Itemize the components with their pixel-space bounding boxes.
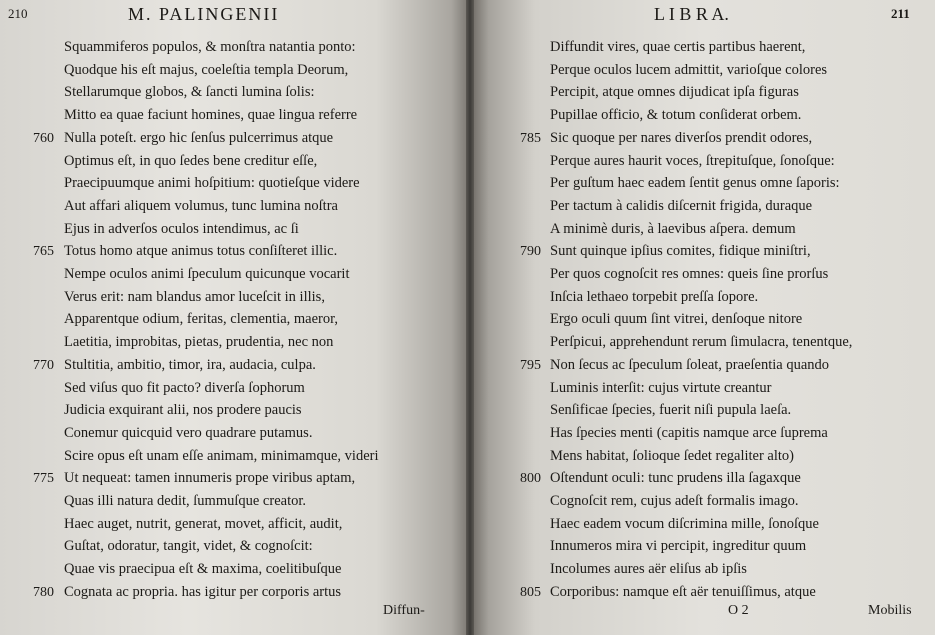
- text-line: Per quos cognoſcit res omnes: queis ſine prorſus: [550, 266, 829, 282]
- text-line: Sed viſus quo fit pacto? diverſa ſophorum: [64, 379, 305, 396]
- line-number: 805: [520, 584, 541, 600]
- text-line: Nempe oculos animi ſpeculum quicunque vocarit: [64, 266, 350, 282]
- text-line: Mitto ea quae faciunt homines, quae lingua referre: [64, 107, 358, 124]
- text-line: A minimè duris, à laevibus aſpera. demum: [550, 220, 796, 237]
- signature-mark: O 2: [728, 603, 749, 618]
- text-line: Sic quoque per nares diverſos prendit odores,: [550, 129, 813, 146]
- text-line: Ut nequeat: tamen innumeris prope viribus aptam,: [64, 470, 356, 487]
- line-number: 790: [520, 244, 541, 260]
- right-page-number: 211: [891, 6, 910, 21]
- text-line: Senſificae ſpecies, fuerit niſi pupula laeſa.: [550, 402, 792, 419]
- text-line: Luminis interſit: cujus virtute creantur: [550, 379, 772, 396]
- line-number: 785: [520, 130, 541, 146]
- line-number: 760: [33, 130, 54, 146]
- text-line: Per tactum à calidis diſcernit frigida, duraque: [550, 197, 813, 214]
- text-line: Scire opus eſt unam eſſe animam, minimamque, videri: [64, 447, 379, 464]
- left-catchword: Diffun-: [383, 603, 425, 618]
- text-line: Diffundit vires, quae certis partibus haerent,: [550, 39, 806, 55]
- line-number: 770: [33, 357, 54, 373]
- right-running-header: L I B R A.: [654, 4, 729, 24]
- text-line: Innumeros mira vi percipit, ingreditur quum: [550, 538, 807, 555]
- line-number: 765: [33, 244, 54, 260]
- text-line: Corporibus: namque eſt aër tenuiſſimus, atque: [550, 583, 816, 600]
- text-line: Ejus in adverſos oculos intendimus, ac ſi: [64, 220, 299, 237]
- text-line: Incolumes aures aër eliſus ab ipſis: [550, 561, 747, 578]
- text-line: Quae vis praecipua eſt & maxima, coelitibuſque: [64, 561, 342, 578]
- book-gutter: [466, 0, 474, 635]
- text-line: Aut affari aliquem volumus, tunc lumina noſtra: [64, 197, 338, 214]
- left-page-number: 210: [8, 6, 28, 21]
- text-line: Non ſecus ac ſpeculum ſoleat, praeſentia quando: [550, 356, 830, 373]
- line-number: 780: [33, 584, 54, 600]
- text-line: Apparentque odium, feritas, clementia, maeror,: [64, 311, 339, 328]
- text-line: Sunt quinque ipſius comites, fidique miniſtri,: [550, 243, 811, 260]
- text-line: Optimus eſt, in quo ſedes bene creditur eſſe,: [64, 152, 318, 169]
- text-line: Guſtat, odoratur, tangit, videt, & cognoſcit:: [64, 538, 313, 555]
- text-line: Oſtendunt oculi: tunc prudens illa ſagaxque: [550, 470, 801, 487]
- text-line: Totus homo atque animus totus conſiſteret illic.: [64, 243, 338, 260]
- text-line: Mens habitat, ſolioque ſedet regaliter alto): [550, 447, 795, 464]
- text-line: Squammiferos populos, & monſtra natantia ponto:: [64, 39, 356, 55]
- text-line: Ergo oculi quum ſint vitrei, denſoque nitore: [550, 311, 803, 328]
- text-line: Verus erit: nam blandus amor luceſcit in illis,: [64, 288, 325, 305]
- text-line: Nulla poteſt. ergo hic ſenſus pulcerrimus atque: [64, 129, 334, 146]
- text-line: Cognoſcit rem, cujus adeſt formalis imago.: [550, 493, 799, 509]
- text-line: Perque oculos lucem admittit, varioſque colores: [550, 61, 828, 78]
- line-number: 795: [520, 357, 541, 373]
- text-line: Conemur quicquid vero quadrare putamus.: [64, 424, 313, 441]
- text-line: Stultitia, ambitio, timor, ira, audacia, culpa.: [64, 356, 316, 373]
- text-line: Stellarumque globos, & ſancti lumina ſolis:: [64, 84, 315, 101]
- text-line: Cognata ac propria. has igitur per corporis artus: [64, 583, 342, 600]
- right-page: [470, 0, 935, 635]
- text-line: Judicia exquirant alii, nos prodere paucis: [64, 402, 302, 419]
- text-line: Haec auget, nutrit, generat, movet, afficit, audit,: [64, 515, 343, 532]
- text-line: Pupillae officio, & totum conſiderat orbem.: [550, 107, 802, 124]
- text-line: Perque aures haurit voces, ſtrepituſque, ſonoſque:: [550, 152, 835, 169]
- text-line: Laetitia, improbitas, pietas, prudentia, nec non: [64, 334, 334, 351]
- line-number: 775: [33, 471, 54, 487]
- line-number: 800: [520, 471, 541, 487]
- text-line: Inſcia lethaeo torpebit preſſa ſopore.: [550, 288, 759, 305]
- right-catchword: Mobilis: [868, 603, 912, 618]
- text-line: Quodque his eſt majus, coeleſtia templa Deorum,: [64, 61, 349, 78]
- text-line: Haec eadem vocum diſcrimina mille, ſonoſque: [550, 515, 819, 532]
- text-line: Has ſpecies menti (capitis namque arce ſuprema: [550, 424, 828, 441]
- text-line: Perſpicui, apprehendunt rerum ſimulacra, tenentque,: [550, 334, 853, 351]
- left-running-header: M. PALINGENII: [128, 4, 280, 24]
- text-line: Quas illi natura dedit, ſummuſque creator.: [64, 493, 307, 509]
- text-line: Praecipuumque animi hoſpitium: quotieſque videre: [64, 175, 360, 192]
- text-line: Per guſtum haec eadem ſentit genus omne ſaporis:: [550, 175, 840, 192]
- text-line: Percipit, atque omnes dijudicat ipſa figuras: [550, 84, 799, 101]
